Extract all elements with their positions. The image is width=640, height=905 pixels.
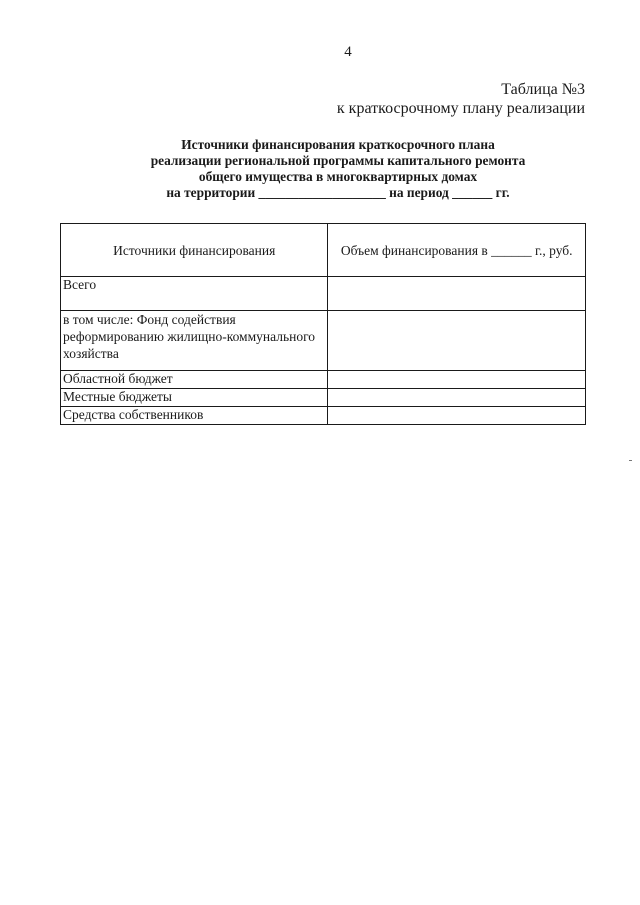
table-row — [61, 277, 586, 311]
title-line-2: реализации региональной программы капитального ремонта — [150, 153, 526, 168]
row-label: Средства собственников — [61, 407, 328, 425]
header-sources: Источники финансирования — [61, 224, 328, 277]
scan-speck — [629, 460, 632, 461]
funding-sources-table — [60, 223, 586, 425]
table-row — [61, 371, 586, 389]
row-value — [328, 407, 586, 425]
row-value — [328, 311, 586, 371]
table-header-row — [61, 224, 586, 277]
table-row — [61, 407, 586, 425]
row-label: в том числе: Фонд содействия реформированию жилищно-коммунального хозяйства — [61, 311, 328, 371]
row-label: Всего — [61, 277, 328, 311]
table-plan-reference: к краткосрочному плану реализации — [336, 100, 585, 117]
document-title — [0, 137, 640, 201]
row-value — [328, 277, 586, 311]
table-row — [61, 389, 586, 407]
title-line-1: Источники финансирования краткосрочного плана — [181, 137, 495, 152]
row-value — [328, 389, 586, 407]
title-line-3: общего имущества в многоквартирных домах — [198, 169, 478, 184]
header-volume: Объем финансирования в ______ г., руб. — [328, 224, 586, 277]
table-reference — [337, 80, 585, 118]
title-line-4: на территории ___________________ на период ______ гг. — [166, 185, 510, 200]
table-number: Таблица №3 — [501, 81, 585, 98]
row-label: Областной бюджет — [61, 371, 328, 389]
table-row — [61, 311, 586, 371]
row-value — [328, 371, 586, 389]
row-label: Местные бюджеты — [61, 389, 328, 407]
page-number: 4 — [344, 44, 352, 60]
